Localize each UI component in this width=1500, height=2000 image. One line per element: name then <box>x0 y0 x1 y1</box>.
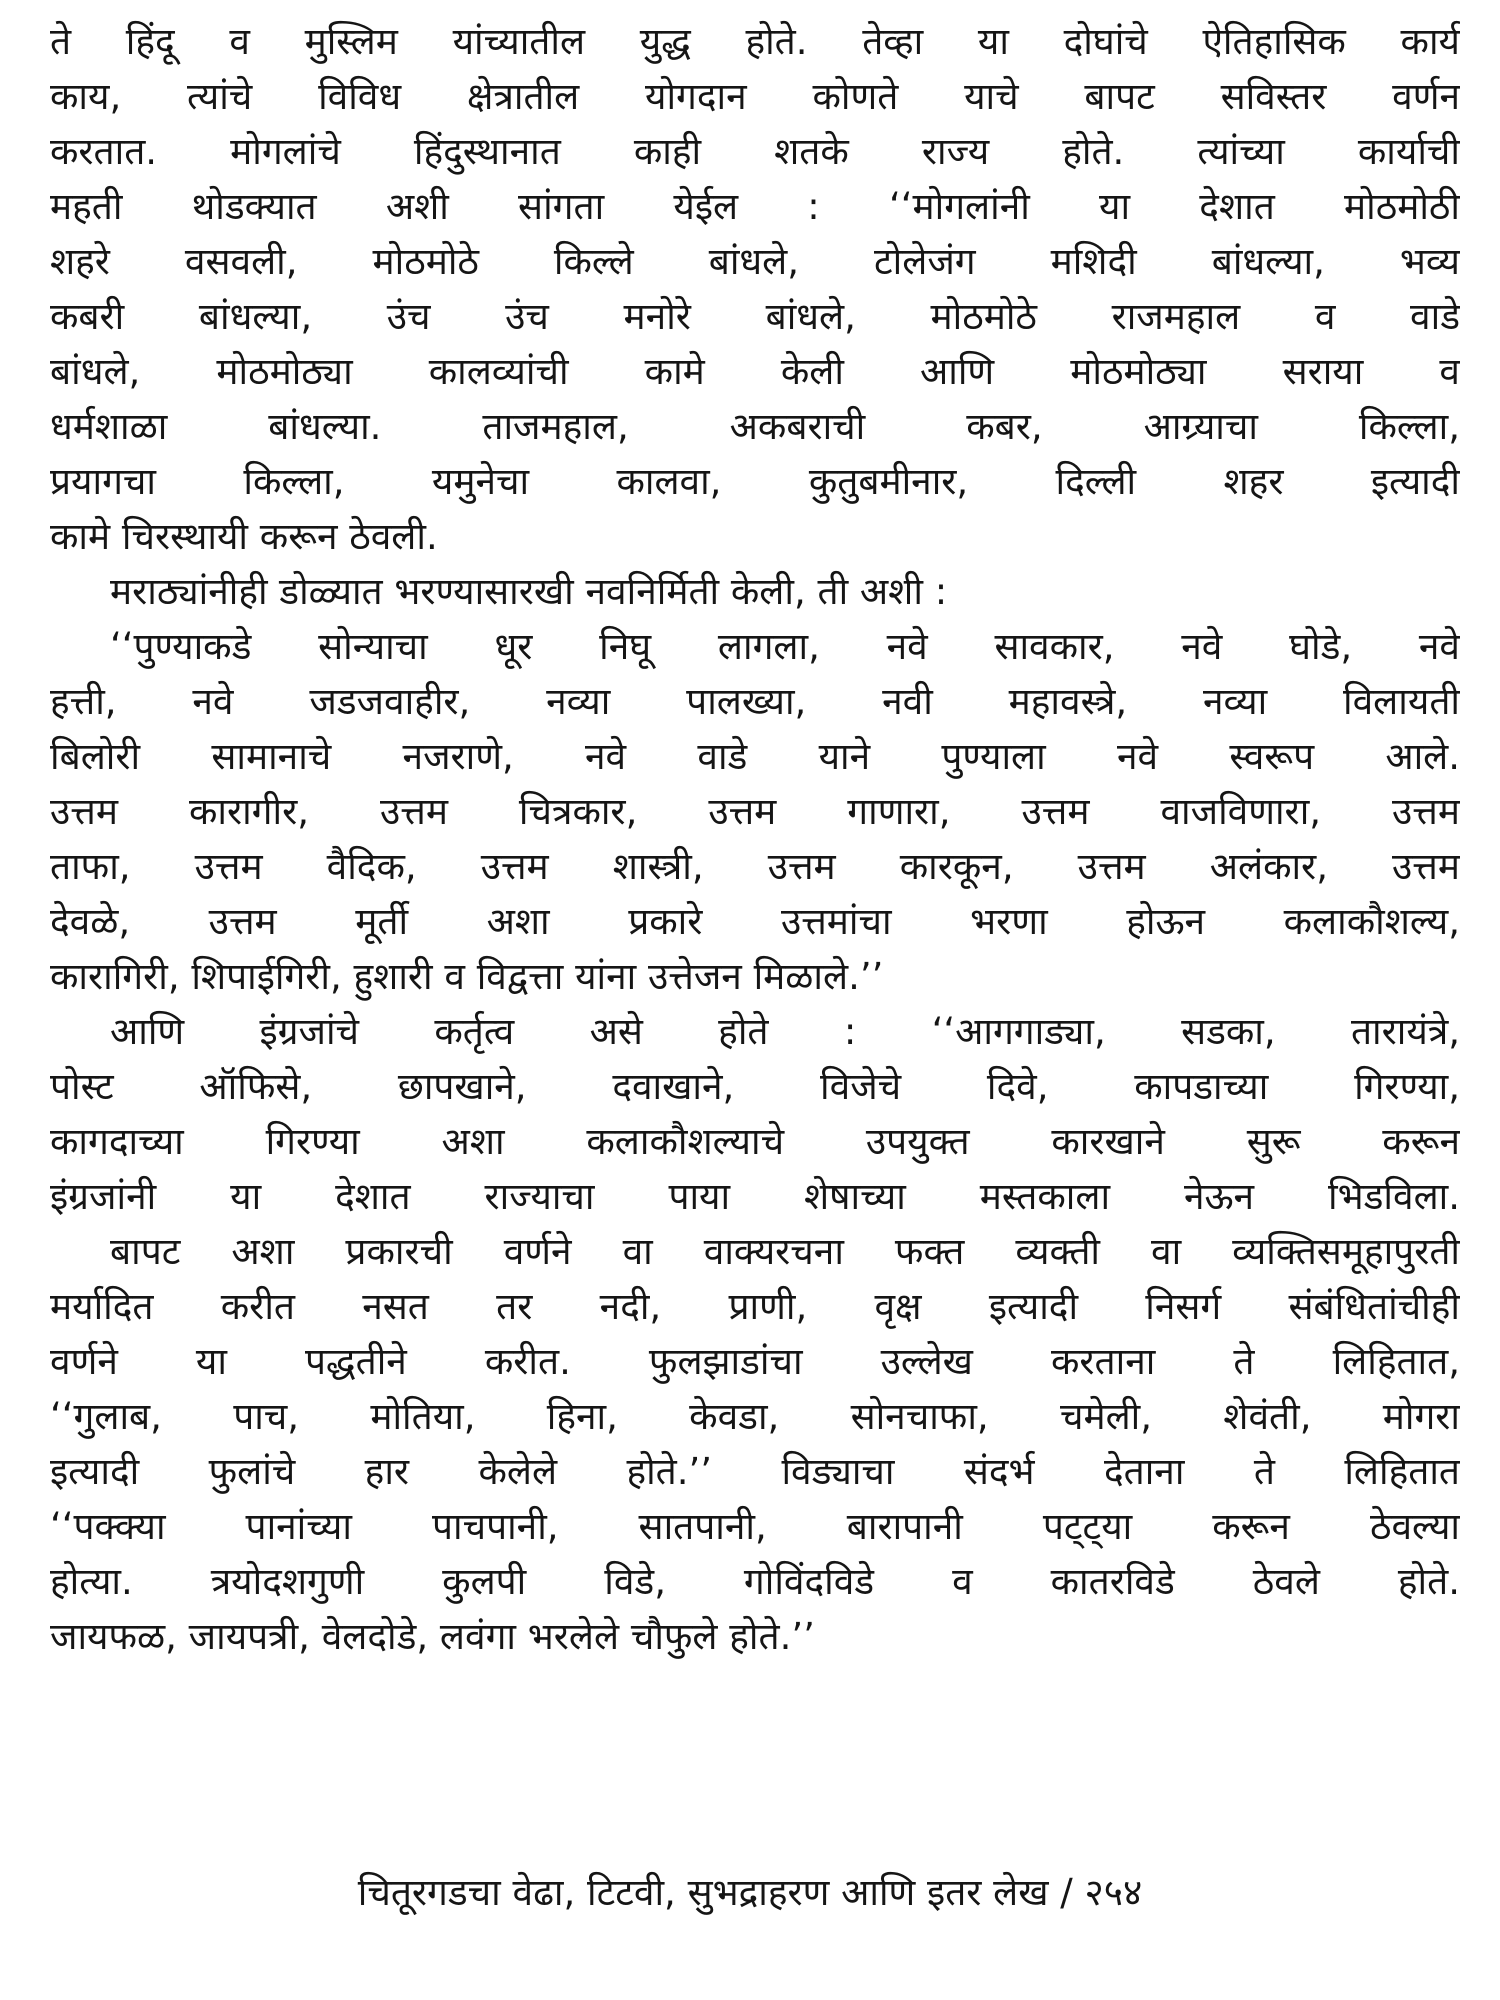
text-line: वर्णने या पद्धतीने करीत. फुलझाडांचा उल्लेख करताना ते लिहितात, <box>50 1340 1460 1383</box>
text-line: ताफा, उत्तम वैदिक, उत्तम शास्त्री, उत्तम कारकून, उत्तम अलंकार, उत्तम <box>50 845 1460 888</box>
page-body-text <box>50 14 1460 1664</box>
text-line: जायफळ, जायपत्री, वेलदोडे, लवंगा भरलेले चौफुले होते.’’ <box>50 1615 815 1658</box>
text-line: कारागिरी, शिपाईगिरी, हुशारी व विद्वत्ता यांना उत्तेजन मिळाले.’’ <box>50 955 884 998</box>
paragraph-start-line: ‘‘पुण्याकडे सोन्याचा धूर निघू लागला, नवे सावकार, नवे घोडे, नवे <box>110 625 1460 668</box>
text-line: इत्यादी फुलांचे हार केलेले होते.’’ विड्याचा संदर्भ देताना ते लिहितात <box>50 1450 1460 1493</box>
text-line: बिलोरी सामानाचे नजराणे, नवे वाडे याने पुण्याला नवे स्वरूप आले. <box>50 735 1460 778</box>
text-line: कागदाच्या गिरण्या अशा कलाकौशल्याचे उपयुक्त कारखाने सुरू करून <box>50 1120 1460 1163</box>
text-line: पोस्ट ऑफिसे, छापखाने, दवाखाने, विजेचे दिवे, कापडाच्या गिरण्या, <box>50 1065 1460 1108</box>
text-line: ‘‘पक्क्या पानांच्या पाचपानी, सातपानी, बारापानी पट्ट्या करून ठेवल्या <box>50 1505 1460 1548</box>
text-line: धर्मशाळा बांधल्या. ताजमहाल, अकबराची कबर, आग्र्याचा किल्ला, <box>50 405 1460 448</box>
text-line: इंग्रजांनी या देशात राज्याचा पाया शेषाच्या मस्तकाला नेऊन भिडविला. <box>50 1175 1460 1218</box>
text-line: होत्या. त्रयोदशगुणी कुलपी विडे, गोविंदविडे व कातरविडे ठेवले होते. <box>50 1560 1460 1603</box>
text-line: देवळे, उत्तम मूर्ती अशा प्रकारे उत्तमांचा भरणा होऊन कलाकौशल्य, <box>50 900 1460 943</box>
text-line: उत्तम कारागीर, उत्तम चित्रकार, उत्तम गाणारा, उत्तम वाजविणारा, उत्तम <box>50 790 1460 833</box>
text-line: महती थोडक्यात अशी सांगता येईल : ‘‘मोगलांनी या देशात मोठमोठी <box>50 185 1460 228</box>
text-line: ‘‘गुलाब, पाच, मोतिया, हिना, केवडा, सोनचाफा, चमेली, शेवंती, मोगरा <box>50 1395 1460 1438</box>
text-line: करतात. मोगलांचे हिंदुस्थानात काही शतके राज्य होते. त्यांच्या कार्याची <box>50 130 1460 173</box>
text-line: ते हिंदू व मुस्लिम यांच्यातील युद्ध होते. तेव्हा या दोघांचे ऐतिहासिक कार्य <box>50 20 1460 63</box>
paragraph-start-line: बापट अशा प्रकारची वर्णने वा वाक्यरचना फक्त व्यक्ती वा व्यक्तिसमूहापुरती <box>110 1230 1460 1273</box>
text-line: काय, त्यांचे विविध क्षेत्रातील योगदान कोणते याचे बापट सविस्तर वर्णन <box>50 75 1460 118</box>
text-line: हत्ती, नवे जडजवाहीर, नव्या पालख्या, नवी महावस्त्रे, नव्या विलायती <box>50 680 1460 723</box>
text-line: कबरी बांधल्या, उंच उंच मनोरे बांधले, मोठमोठे राजमहाल व वाडे <box>50 295 1460 338</box>
page-footer: चितूरगडचा वेढा, टिटवी, सुभद्राहरण आणि इतर लेख / २५४ <box>357 1871 1143 1914</box>
text-line: शहरे वसवली, मोठमोठे किल्ले बांधले, टोलेजंग मशिदी बांधल्या, भव्य <box>50 240 1460 283</box>
paragraph-start-line: आणि इंग्रजांचे कर्तृत्व असे होते : ‘‘आगगाड्या, सडका, तारायंत्रे, <box>110 1010 1460 1053</box>
text-line: कामे चिरस्थायी करून ठेवली. <box>50 515 438 558</box>
text-line: बांधले, मोठमोठ्या कालव्यांची कामे केली आणि मोठमोठ्या सराया व <box>50 350 1460 393</box>
text-line: प्रयागचा किल्ला, यमुनेचा कालवा, कुतुबमीनार, दिल्ली शहर इत्यादी <box>50 460 1460 503</box>
paragraph-start-line: मराठ्यांनीही डोळ्यात भरण्यासारखी नवनिर्मिती केली, ती अशी : <box>110 570 948 613</box>
text-line: मर्यादित करीत नसत तर नदी, प्राणी, वृक्ष इत्यादी निसर्ग संबंधितांचीही <box>50 1285 1460 1328</box>
